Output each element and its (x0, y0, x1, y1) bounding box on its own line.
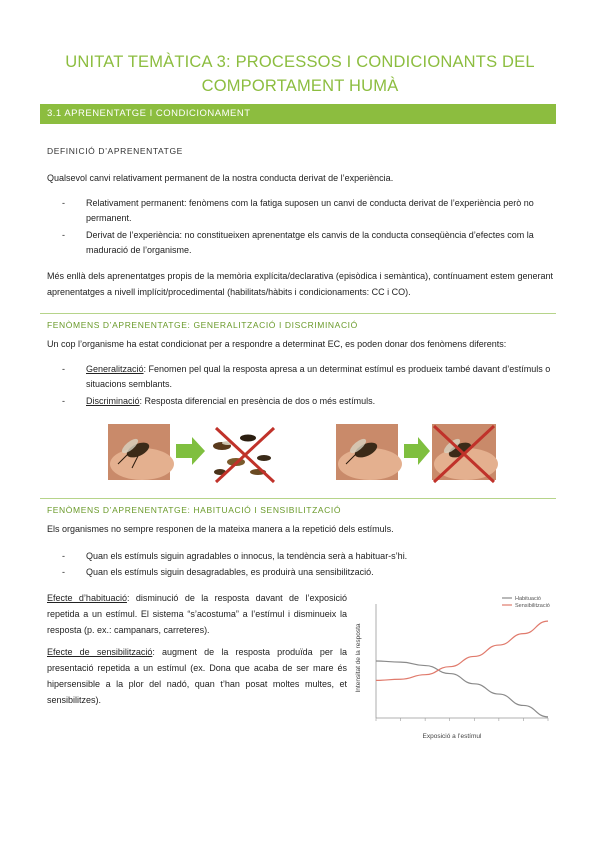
chart-legend (502, 596, 550, 609)
bullet-dash: - (62, 551, 65, 561)
document-title: UNITAT TEMÀTICA 3: PROCESSOS I CONDICIONANTS DEL COMPORTAMENT HUMÀ (65, 53, 535, 95)
discrimination-bullet (62, 394, 552, 409)
definition-bullet (62, 228, 552, 258)
bullet-text: Derivat de l’experiència: no constitueixen aprenentatge els canvis de la conducta conseqüència d’efectes com la maduració de l’organisme. (86, 230, 534, 255)
y-axis-label: Intensitat de la resposta (355, 623, 362, 693)
bullet-dash: - (62, 396, 65, 406)
series-line-sensibilitzacio (376, 621, 548, 680)
generalization-illustration (108, 424, 280, 484)
x-ticks (376, 718, 548, 721)
x-axis-label: Exposició a l’estímul (422, 733, 482, 740)
bullet-text: Relativament permanent: fenòmens com la fatiga suposen un canvi de conducta derivat de l’experiència però no permanent. (86, 198, 534, 223)
sensitization-effect-paragraph: Efecte de sensibilització: augment de la resposta produïda per la presentació repetida a un estímul (ex. Dona que acaba de ser mare és hipersensible a la plor del nadó, quan t’han posat moltes multes, et sensibilitzes). (47, 647, 347, 705)
bullet-text: : Fenomen pel qual la resposta apresa a un determinat estímul es produeix també davant d’estímuls o situacions semblants. (86, 364, 551, 389)
definition-intro: Qualsevol canvi relativament permanent de la nostra conducta derivat de l’experiència. (47, 173, 394, 183)
term-sensitization-effect: Efecte de sensibilització (47, 647, 153, 657)
insect-on-hand-photo (336, 424, 402, 480)
term-habituation-effect: Efecte d’habituació (47, 593, 127, 603)
divider (40, 313, 556, 314)
definition-heading: DEFINICIÓ D’APRENENTATGE (47, 146, 183, 156)
habituation-sensitization-chart (350, 590, 555, 742)
bullet-dash: - (62, 364, 65, 374)
generalization-heading: FENÒMENS D’APRENENTATGE: GENERALITZACIÓ I DISCRIMINACIÓ (47, 320, 358, 330)
divider (40, 498, 556, 499)
discrimination-illustration (336, 424, 498, 484)
definition-bullet (62, 196, 552, 226)
habituation-heading: FENÒMENS D’APRENENTATGE: HABITUACIÓ I SENSIBILITZACIÓ (47, 505, 342, 515)
habituation-bullet (62, 549, 552, 564)
legend-label-habituacio: Habituació (515, 596, 541, 602)
bullet-text: : Resposta diferencial en presència de dos o més estímuls. (139, 396, 376, 406)
insect-on-hand-photo (108, 424, 174, 480)
habituation-intro: Els organismes no sempre responen de la mateixa manera a la repetició dels estímuls. (47, 524, 394, 534)
definition-paragraph: Més enllà dels aprenentatges propis de la memòria explícita/declarativa (episòdica i semàntica), contínuament estem generant aprenentatges a nivell implícit/procedimental (habilitats/hàbits i condicionaments: CC i CO). (47, 271, 553, 297)
sensitization-bullet (62, 565, 552, 580)
green-arrow-icon (404, 437, 430, 465)
term-generalization: Generalització (86, 364, 144, 374)
bullet-text: Quan els estímuls siguin agradables o innocus, la tendència serà a habituar-s’hi. (86, 551, 408, 561)
bullet-text: Quan els estímuls siguin desagradables, es produirà una sensibilització. (86, 567, 374, 577)
series-line-habituacio (376, 661, 548, 717)
bullet-dash: - (62, 198, 65, 208)
legend-label-sensibilitzacio: Sensibilització (515, 603, 550, 609)
green-arrow-icon (176, 437, 205, 465)
generalization-intro: Un cop l’organisme ha estat condicionat per a respondre a determinat EC, es poden donar dos fenòmens diferents: (47, 339, 507, 349)
term-discrimination: Discriminació (86, 396, 140, 406)
generalization-bullet (62, 362, 552, 392)
bullet-dash: - (62, 230, 65, 240)
bullet-dash: - (62, 567, 65, 577)
habituation-effect-paragraph: Efecte d’habituació: disminució de la resposta davant de l’exposició repetida a un estímul. El sistema “s’acostuma” a l’estímul i disminueix la resposta (p. ex.: campanars, carreteres). (47, 593, 347, 635)
section-header: 3.1 APRENENTATGE I CONDICIONAMENT (40, 104, 556, 124)
